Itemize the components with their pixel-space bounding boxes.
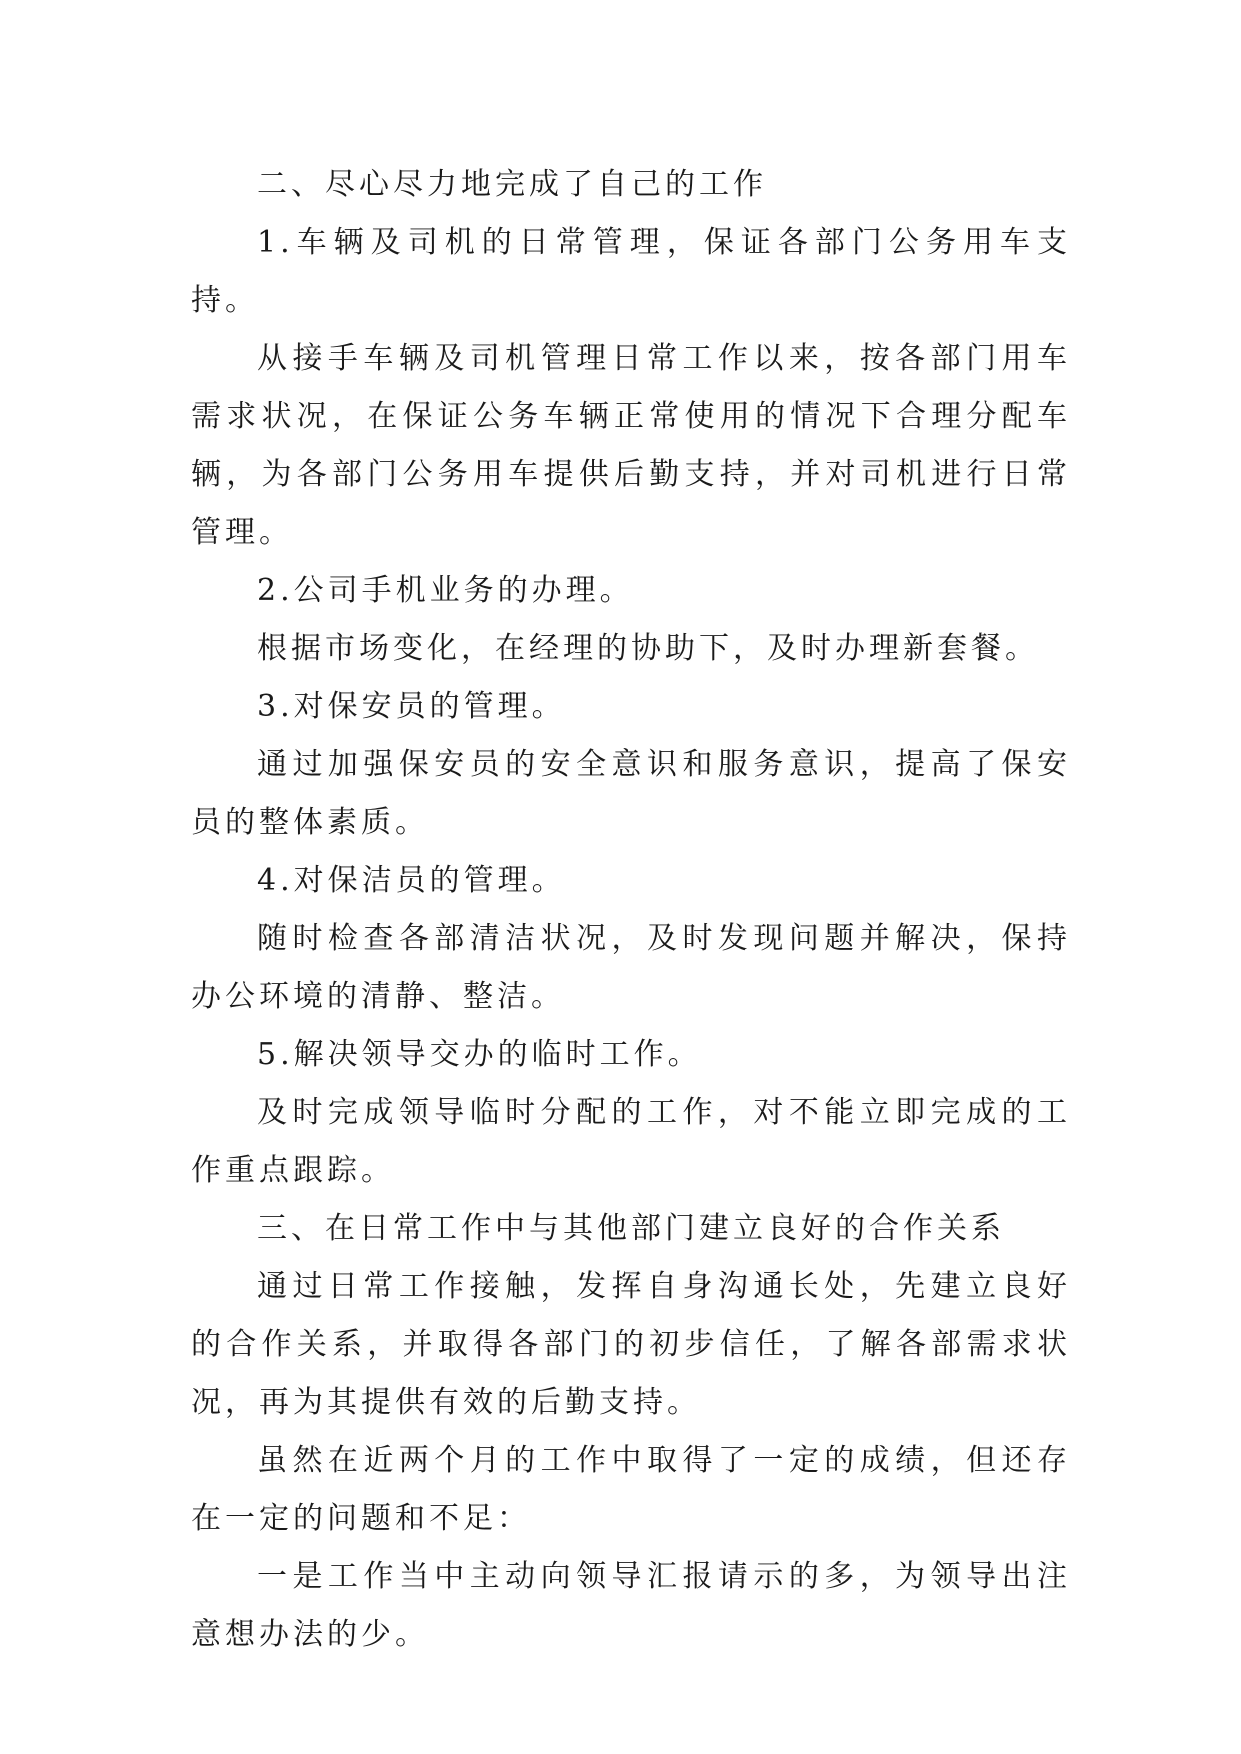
item-4-body: 随时检查各部清洁状况，及时发现问题并解决，保持办公环境的清静、整洁。 <box>191 921 1071 1014</box>
item-2-body: 根据市场变化，在经理的协助下，及时办理新套餐。 <box>257 631 1039 666</box>
item-1-body: 从接手车辆及司机管理日常工作以来，按各部门用车需求状况，在保证公务车辆正常使用的情况下合理分配车辆，为各部门公务用车提供后勤支持，并对司机进行日常管理。 <box>191 341 1071 550</box>
heading-section-two: 二、尽心尽力地完成了自己的工作 <box>257 167 767 202</box>
document-body <box>191 156 1071 1664</box>
item-3-title: 3.对保安员的管理。 <box>257 689 566 724</box>
item-4-title: 4.对保洁员的管理。 <box>257 863 566 898</box>
item-3-body: 通过加强保安员的安全意识和服务意识，提高了保安员的整体素质。 <box>191 747 1071 840</box>
item-1-title: 1.车辆及司机的日常管理，保证各部门公务用车支持。 <box>191 225 1071 318</box>
item-5-title: 5.解决领导交办的临时工作。 <box>257 1037 702 1072</box>
summary-paragraph: 虽然在近两个月的工作中取得了一定的成绩，但还存在一定的问题和不足： <box>191 1443 1071 1536</box>
item-5-body: 及时完成领导临时分配的工作，对不能立即完成的工作重点跟踪。 <box>191 1095 1071 1188</box>
heading-section-three: 三、在日常工作中与其他部门建立良好的合作关系 <box>257 1211 1005 1246</box>
item-2-title: 2.公司手机业务的办理。 <box>257 573 634 608</box>
issue-one-paragraph: 一是工作当中主动向领导汇报请示的多，为领导出注意想办法的少。 <box>191 1559 1071 1652</box>
section-three-body: 通过日常工作接触，发挥自身沟通长处，先建立良好的合作关系，并取得各部门的初步信任，了解各部需求状况，再为其提供有效的后勤支持。 <box>191 1269 1071 1420</box>
